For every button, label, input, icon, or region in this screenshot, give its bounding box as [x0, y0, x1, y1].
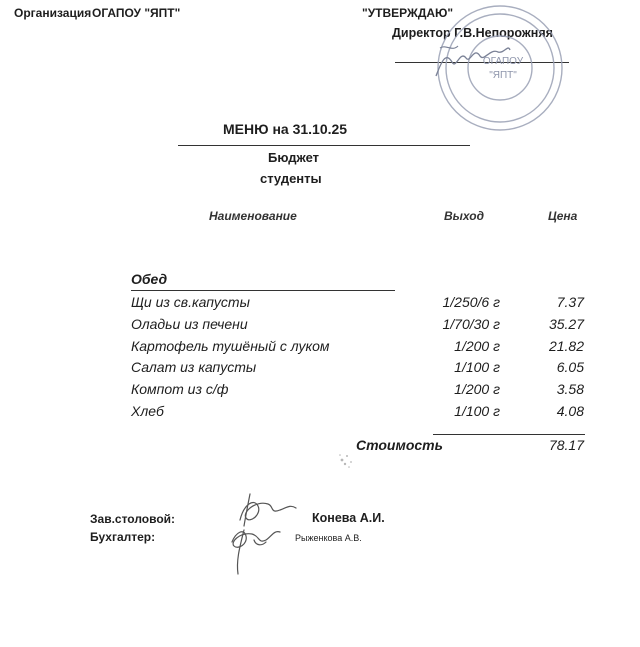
item-price: 6.05 [556, 359, 584, 375]
column-header-name: Наименование [209, 209, 297, 223]
item-price: 21.82 [548, 338, 584, 354]
total-line [433, 434, 585, 435]
item-name: Компот из с/ф [131, 381, 229, 397]
organization-label: Организация [14, 6, 92, 20]
item-price: 4.08 [556, 403, 584, 419]
head-label: Зав.столовой: [90, 512, 176, 526]
total-label: Стоимость [356, 437, 443, 453]
column-header-output: Выход [444, 209, 485, 223]
item-name: Оладьи из печени [131, 316, 248, 332]
menu-title: МЕНЮ на 31.10.25 [223, 121, 348, 137]
organization-name: ОГАПОУ "ЯПТ" [92, 6, 181, 20]
item-output: 1/200 г [454, 338, 500, 354]
menu-audience: студенты [260, 171, 322, 186]
item-name: Картофель тушёный с луком [131, 338, 330, 354]
title-underline [178, 145, 470, 146]
head-name: Конева А.И. [312, 511, 385, 525]
director-name: Директор Г.В.Непорожняя [392, 26, 553, 40]
accountant-label: Бухгалтер: [90, 530, 156, 544]
item-price: 3.58 [556, 381, 584, 397]
item-output: 1/100 г [454, 359, 500, 375]
section-underline [131, 290, 395, 291]
approval-label: "УТВЕРЖДАЮ" [362, 6, 454, 20]
item-name: Салат из капусты [131, 359, 257, 375]
item-output: 1/70/30 г [442, 316, 500, 332]
accountant-name: Рыженкова А.В. [295, 533, 362, 543]
item-output: 1/200 г [454, 381, 500, 397]
item-output: 1/250/6 г [442, 294, 500, 310]
menu-category: Бюджет [268, 150, 319, 165]
official-stamp [430, 0, 570, 140]
item-name: Щи из св.капусты [131, 294, 250, 310]
stamp-center-line1: ОГАПОУ [482, 56, 524, 67]
item-price: 35.27 [548, 316, 584, 332]
item-price: 7.37 [556, 294, 584, 310]
total-value: 78.17 [548, 437, 584, 453]
section-title: Обед [131, 271, 168, 287]
item-name: Хлеб [131, 403, 164, 419]
stamp-center-line2: "ЯПТ" [489, 70, 517, 81]
column-header-price: Цена [548, 209, 578, 223]
item-output: 1/100 г [454, 403, 500, 419]
